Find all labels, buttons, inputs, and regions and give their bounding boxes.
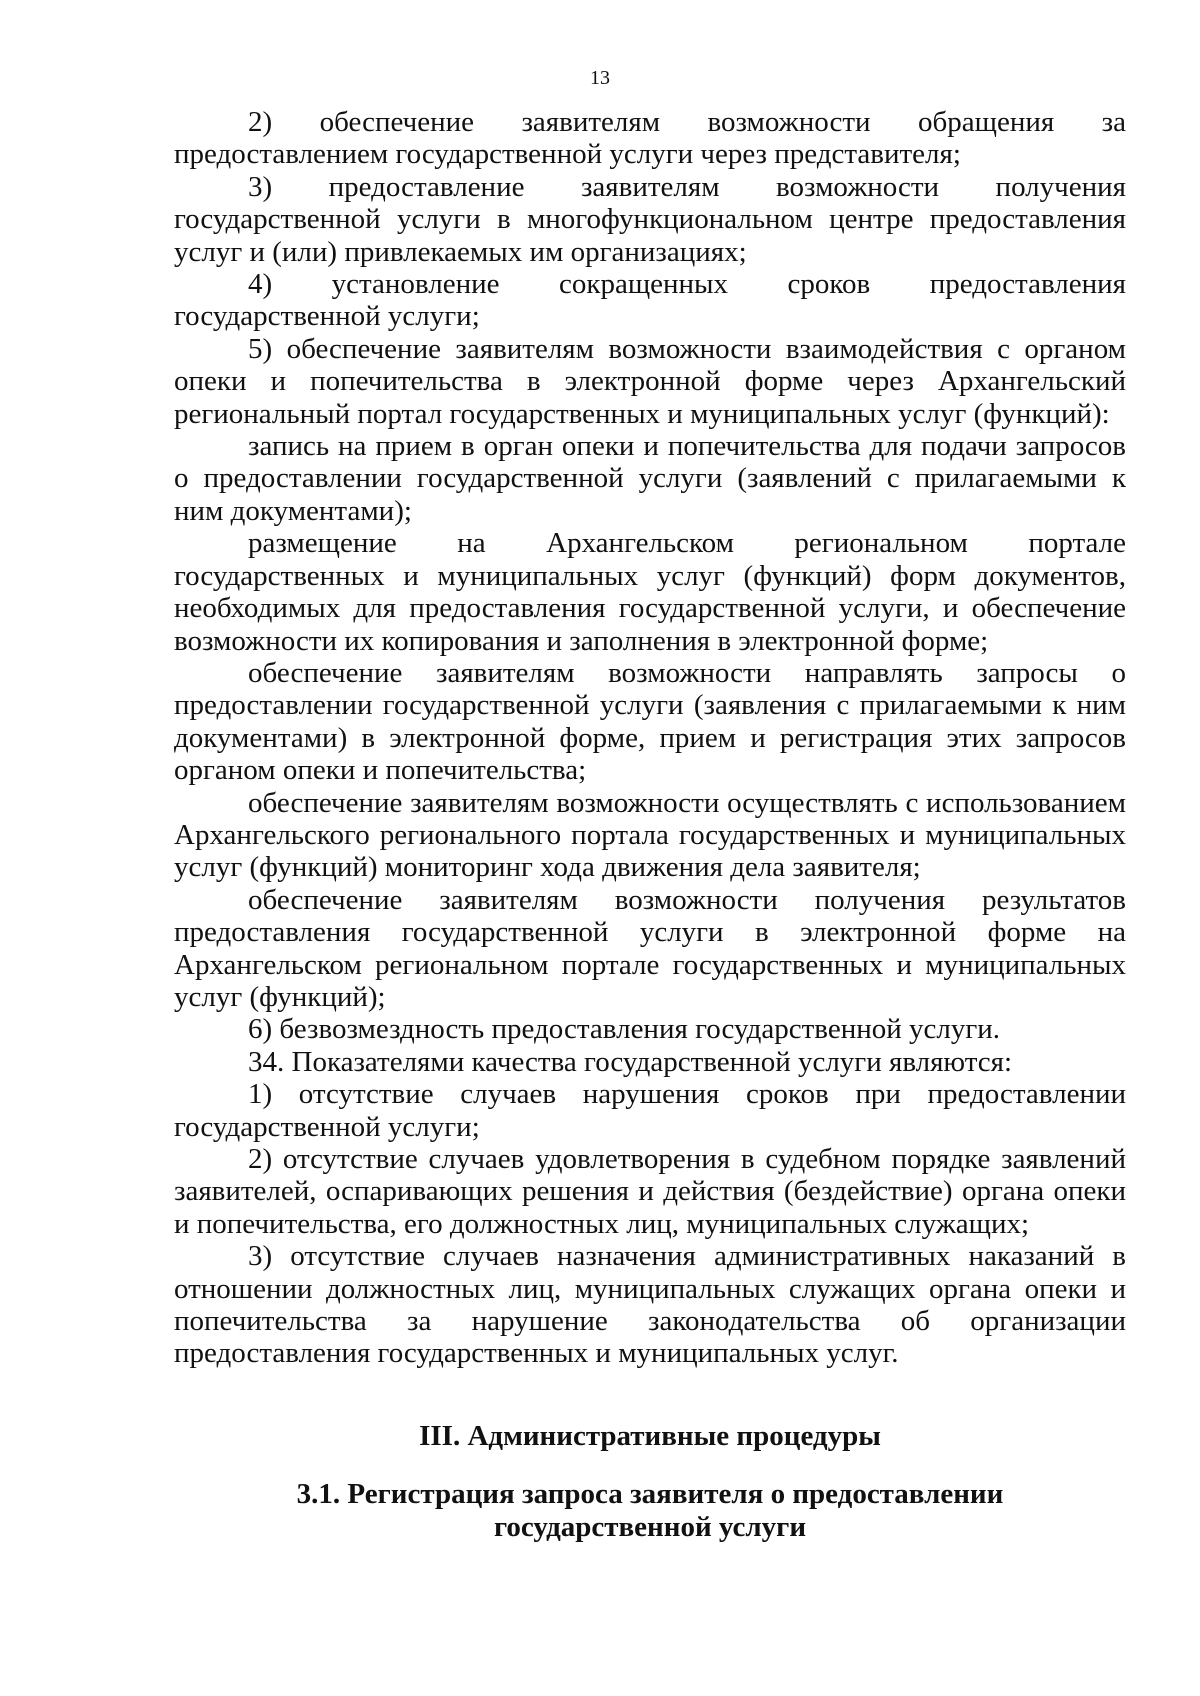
paragraph-clause-34: 34. Показателями качества государственной услуги являются:: [248, 1045, 1013, 1078]
paragraph-subitem-monitoring: обеспечение заявителям возможности осуществлять с использованием Архангельского регионального портала государственных и муниципальных услуг (функций) мониторинг хода движения дела заявителя;: [174, 786, 1126, 884]
paragraph-subitem-results: обеспечение заявителям возможности получения результатов предоставления государственной услуги в электронной форме на Архангельском региональном портале государственных и муниципальных услуг (функций);: [174, 883, 1126, 1013]
paragraph-subitem-forms: размещение на Архангельском региональном портале государственных и муниципальных услуг (функций) форм документов, необходимых для предоставления государственной услуги, и обеспечение возможности их копирования и заполнения в электронной форме;: [174, 527, 1126, 657]
subsection-heading-line-2: государственной услуги: [493, 1511, 807, 1543]
paragraph-quality-3: 3) отсутствие случаев назначения административных наказаний в отношении должностных лиц, муниципальных служащих органа опеки и попечительства за нарушение законодательства об организации предоставления государственных и муниципальных услуг.: [174, 1240, 1126, 1370]
subsection-heading-line-1: 3.1. Регистрация запроса заявителя о предоставлении: [296, 1478, 1004, 1510]
paragraph-item-4: 4) установление сокращенных сроков предоставления государственной услуги;: [174, 268, 1126, 333]
paragraph-item-3: 3) предоставление заявителям возможности получения государственной услуги в многофункциональном центре предоставления услуг и (или) привлекаемых им организациях;: [174, 170, 1126, 268]
paragraph-subitem-requests: обеспечение заявителям возможности направлять запросы о предоставлении государственной услуги (заявления с прилагаемыми к ним документами) в электронной форме, прием и регистрация этих запросов органом опеки и попечительства;: [174, 656, 1126, 787]
section-heading: III. Административные процедуры: [419, 1420, 881, 1452]
paragraph-item-6: 6) безвозмездность предоставления государственной услуги.: [248, 1013, 1001, 1046]
paragraph-quality-1: 1) отсутствие случаев нарушения сроков при предоставлении государственной услуги;: [174, 1078, 1126, 1143]
paragraph-subitem-appointment: запись на прием в орган опеки и попечительства для подачи запросов о предоставлении государственной услуги (заявлений с прилагаемыми к ним документами);: [174, 430, 1126, 527]
paragraph-item-2: 2) обеспечение заявителям возможности обращения за предоставлением государственной услуги через представителя;: [174, 106, 1126, 171]
page-number: 13: [590, 67, 610, 89]
subsection-heading: [174, 1478, 1126, 1544]
paragraph-item-5: 5) обеспечение заявителям возможности взаимодействия с органом опеки и попечительства в электронной форме через Архангельский региональный портал государственных и муниципальных услуг (функций):: [174, 332, 1126, 430]
paragraph-quality-2: 2) отсутствие случаев удовлетворения в судебном порядке заявлений заявителей, оспаривающих решения и действия (бездействие) органа опеки и попечительства, его должностных лиц, муниципальных служащих;: [174, 1143, 1126, 1240]
document-body: [174, 106, 1126, 1370]
